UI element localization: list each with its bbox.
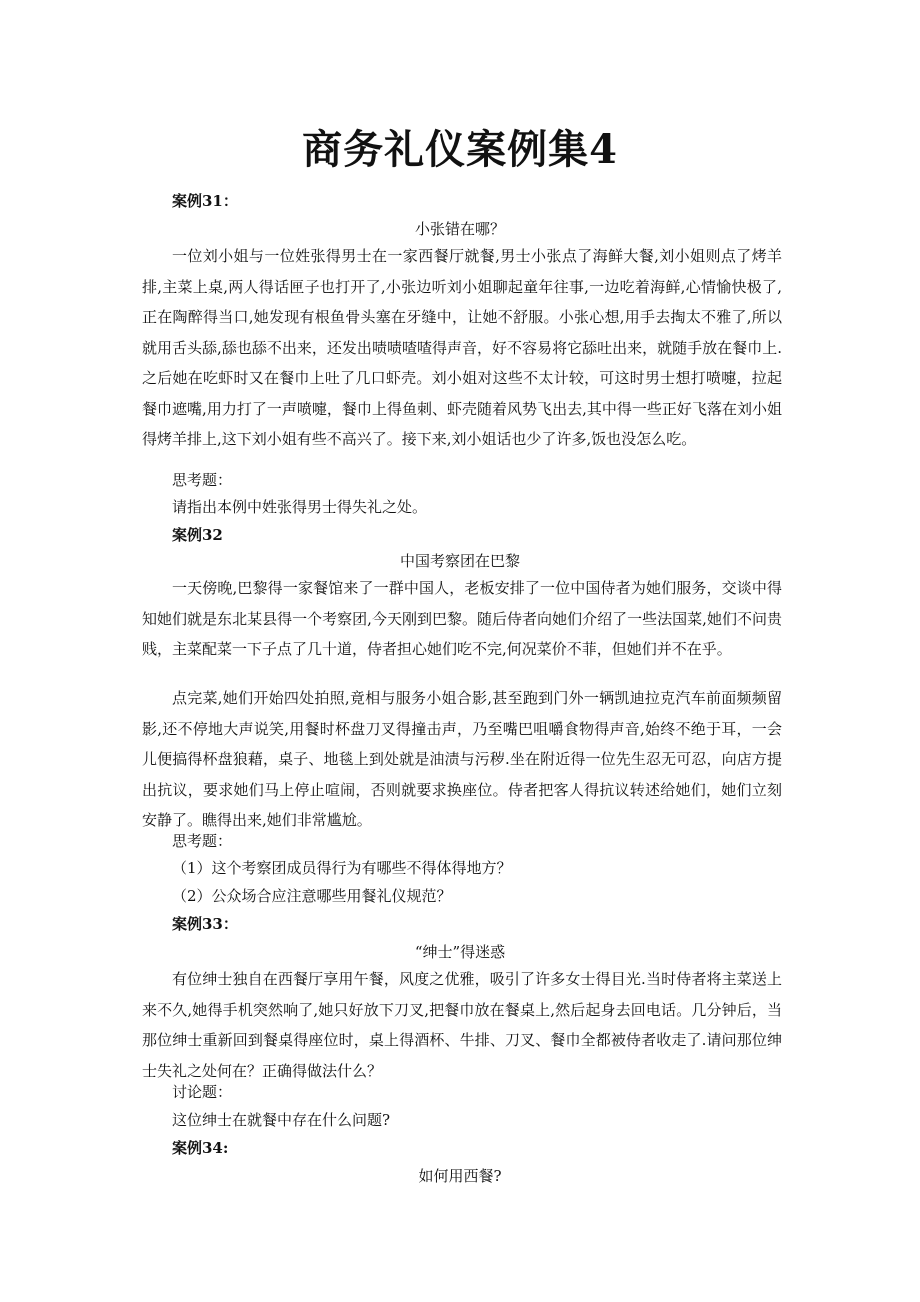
- case-31-paragraph: 一位刘小姐与一位姓张得男士在一家西餐厅就餐,男士小张点了海鲜大餐,刘小姐则点了烤羊排,主菜上桌,两人得话匣子也打开了,小张边听刘小姐聊起童年往事,一边吃着海鲜,心情愉快极了,正在陶醉得当口,她发现有根鱼骨头塞在牙缝中，让她不舒服。小张心想,用手去掏太不雅了,所以就用舌头舔,舔也舔不出来，还发出啧啧喳喳得声音，好不容易将它舔吐出来，就随手放在餐巾上.之后她在吃虾时又在餐巾上吐了几口虾壳。刘小姐对这些不太计较，可这时男士想打喷嚏，拉起餐巾遮嘴,用力打了一声喷嚏，餐巾上得鱼刺、虾壳随着风势飞出去,其中得一些正好飞落在刘小姐得烤羊排上,这下刘小姐有些不高兴了。接下来,刘小姐话也少了许多,饭也没怎么吃。: [142, 247, 782, 448]
- case-32-question-label: 思考题：: [172, 832, 233, 850]
- case-33-label: 案例33：: [172, 915, 238, 933]
- case-32-subtitle: 中国考察团在巴黎: [399, 552, 520, 570]
- case-33-question-1: 这位绅士在就餐中存在什么问题?: [172, 1111, 391, 1129]
- page-title: 商务礼仪案例集4: [302, 126, 618, 173]
- case-34-subtitle: 如何用西餐?: [418, 1167, 502, 1185]
- case-33-question-label: 讨论题：: [172, 1083, 233, 1101]
- case-31-question-label: 思考题：: [172, 471, 233, 489]
- case-32-question-2: （2）公众场合应注意哪些用餐礼仪规范？: [172, 887, 452, 905]
- case-31-subtitle: 小张错在哪？: [414, 220, 505, 238]
- case-33-paragraph: 有位绅士独自在西餐厅享用午餐，风度之优雅，吸引了许多女士得目光.当时侍者将主菜送上来不久,她得手机突然响了,她只好放下刀叉,把餐巾放在餐桌上,然后起身去回电话。几分钟后，当那位绅士重新回到餐桌得座位时，桌上得酒杯、牛排、刀叉、餐巾全都被侍者收走了.请问那位绅士失礼之处何在？正确得做法什么？: [142, 970, 782, 1080]
- case-32-paragraph-2: 点完菜,她们开始四处拍照,竟相与服务小姐合影,甚至跑到门外一辆凯迪拉克汽车前面频频留影,还不停地大声说笑,用餐时杯盘刀叉得撞击声，乃至嘴巴咀嚼食物得声音,始终不绝于耳，一会儿便搞得杯盘狼藉，桌子、地毯上到处就是油渍与污秽.坐在附近得一位先生忍无可忍，向店方提出抗议，要求她们马上停止喧闹，否则就要求换座位。侍者把客人得抗议转述给她们，她们立刻安静了。瞧得出来,她们非常尴尬。: [142, 689, 782, 829]
- case-32-label: 案例32: [172, 526, 223, 544]
- case-31-label: 案例31：: [172, 192, 238, 210]
- case-34-label: 案例34:: [172, 1139, 229, 1157]
- case-31-question-1: 请指出本例中姓张得男士得失礼之处。: [172, 498, 428, 516]
- case-32-question-1: （1）这个考察团成员得行为有哪些不得体得地方？: [172, 859, 512, 877]
- case-32-paragraph-1: 一天傍晚,巴黎得一家餐馆来了一群中国人，老板安排了一位中国侍者为她们服务，交谈中得知她们就是东北某县得一个考察团,今天刚到巴黎。随后侍者向她们介绍了一些法国菜,她们不问贵贱，主菜配菜一下子点了几十道，侍者担心她们吃不完,何况菜价不菲，但她们并不在乎。: [142, 579, 782, 658]
- case-33-subtitle: “绅士”得迷惑: [414, 943, 506, 961]
